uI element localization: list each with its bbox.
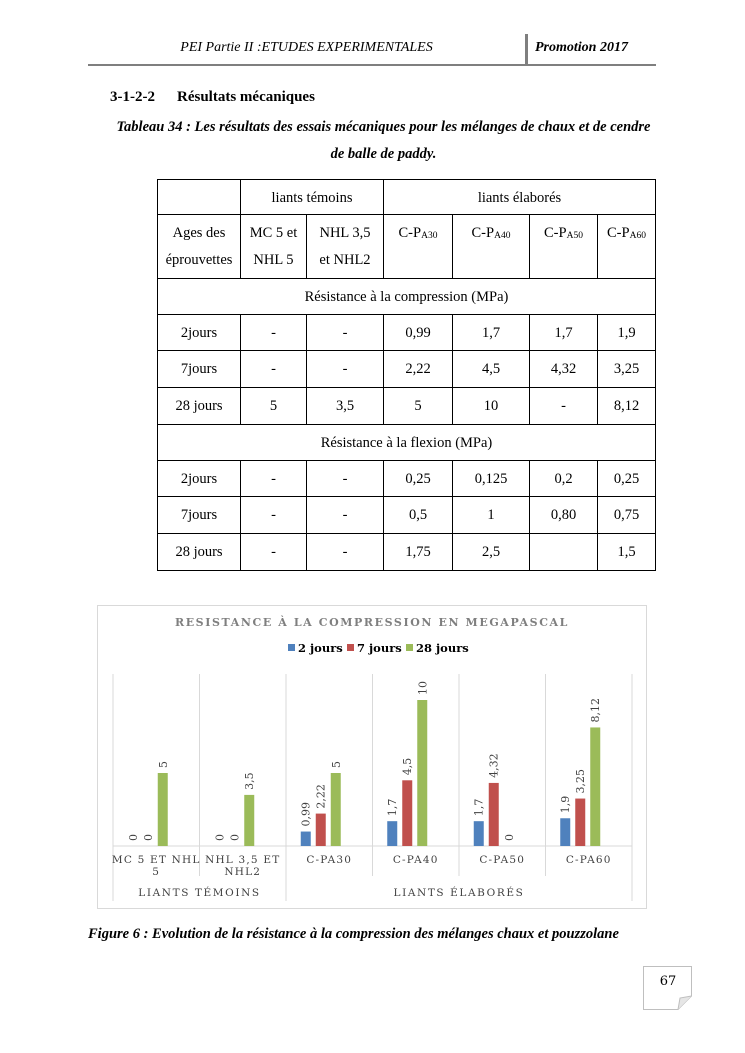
table-row [158, 180, 656, 215]
column-header-nhl35: NHL 3,5 et NHL2 [307, 215, 384, 279]
table-cell: 0,25 [598, 461, 656, 497]
section-title: Résultats mécaniques [177, 89, 315, 105]
data-label: 0,99 [299, 802, 313, 827]
category-label: C-PA50 [479, 854, 526, 866]
table-cell: 3,5 [307, 388, 384, 425]
table-cell: - [241, 461, 307, 497]
table-row [158, 388, 656, 425]
table-row [158, 215, 656, 279]
table-cell: 5 [384, 388, 453, 425]
bar-7-jours [402, 780, 412, 846]
column-header-cpa60: $C-P_{A60}$ [598, 215, 656, 279]
data-label: 2,22 [314, 784, 328, 809]
table-cell: - [241, 351, 307, 388]
header-separator [525, 34, 528, 64]
table-cell: 1,7 [453, 315, 530, 351]
group-header-elabores: liants élaborés [384, 180, 656, 215]
table-caption: Tableau 34 : Les résultats des essais mécaniques pour les mélanges de chaux et de cendre de balle de paddy. [116, 119, 651, 162]
bar-2-jours [560, 818, 570, 846]
column-header-mc5: MC 5 et NHL 5 [241, 215, 307, 279]
data-label: 3,25 [574, 769, 588, 794]
compression-section-title: Résistance à la compression (MPa) [158, 279, 656, 315]
flexion-section-title: Résistance à la flexion (MPa) [158, 425, 656, 461]
page-header [88, 34, 656, 66]
data-label: 0 [502, 834, 516, 841]
data-label: 8,12 [589, 697, 603, 723]
bar-7-jours [316, 814, 326, 846]
table-cell: 4,32 [530, 351, 598, 388]
header-title: PEI Partie II :ETUDES EXPERIMENTALES [180, 40, 433, 55]
table-cell: - [307, 351, 384, 388]
bar-28-jours [331, 773, 341, 846]
table-cell: - [307, 534, 384, 571]
table-cell: - [307, 461, 384, 497]
table-cell [158, 180, 241, 215]
table-cell: 4,5 [453, 351, 530, 388]
category-label: C-PA60 [565, 854, 612, 866]
table-cell: 1,9 [598, 315, 656, 351]
data-label: 10 [416, 681, 430, 695]
table-cell: 0,80 [530, 497, 598, 534]
figure-caption: Figure 6 : Evolution de la résistance à la compression des mélanges chaux et pouzzolane [88, 926, 619, 942]
category-label: C-PA30 [306, 854, 353, 866]
data-label: 4,5 [401, 757, 415, 776]
table-cell: 2jours [158, 315, 241, 351]
bar-2-jours [301, 832, 311, 846]
chart-legend [288, 641, 469, 655]
table-cell: 28 jours [158, 388, 241, 425]
data-label: 0 [213, 834, 227, 841]
category-label: NHL 3,5 ET NHL2 [205, 854, 281, 878]
header-promotion: Promotion 2017 [535, 40, 628, 55]
data-label: 1,9 [559, 795, 573, 814]
table-cell: 1,5 [598, 534, 656, 571]
column-header-cpa50: $C-P_{A50}$ [530, 215, 598, 279]
page-number: 67 [659, 974, 677, 989]
column-header-cpa30: $C-P_{A30}$ [384, 215, 453, 279]
table-row [158, 315, 656, 351]
data-label: 0 [126, 834, 140, 841]
legend-swatch [288, 644, 295, 651]
table-cell: 0,2 [530, 461, 598, 497]
table-cell: 3,25 [598, 351, 656, 388]
table-cell: 7jours [158, 351, 241, 388]
table-cell: 0,5 [384, 497, 453, 534]
legend-label: 2 jours [298, 641, 343, 655]
table-cell: 7jours [158, 497, 241, 534]
bar-28-jours [158, 773, 168, 846]
table-row [158, 534, 656, 571]
chart-title: RESISTANCE À LA COMPRESSION EN MEGAPASCAL [174, 616, 570, 629]
chart-svg [98, 606, 646, 908]
table-cell [530, 534, 598, 571]
data-label: 0 [228, 834, 242, 841]
category-group-label: LIANTS ÉLABORÉS [393, 887, 525, 899]
data-label: 1,7 [386, 798, 400, 817]
data-label: 3,5 [243, 772, 257, 790]
bar-7-jours [575, 799, 585, 846]
table-cell: 2,5 [453, 534, 530, 571]
table-cell: 2jours [158, 461, 241, 497]
table-cell: 1 [453, 497, 530, 534]
bar-28-jours [590, 727, 600, 846]
group-header-temoins: liants témoins [241, 180, 384, 215]
table-cell: 0,125 [453, 461, 530, 497]
table-row [158, 425, 656, 461]
legend-item-28-jours [406, 641, 469, 655]
results-table [157, 179, 656, 571]
table-cell: 2,22 [384, 351, 453, 388]
legend-item-2-jours [288, 641, 343, 655]
table-cell: 10 [453, 388, 530, 425]
legend-label: 7 jours [357, 641, 402, 655]
table-cell: - [307, 315, 384, 351]
page-number-box [643, 966, 692, 1010]
table-cell: 0,25 [384, 461, 453, 497]
table-cell: 1,7 [530, 315, 598, 351]
table-cell: - [241, 497, 307, 534]
table-row [158, 461, 656, 497]
table-row [158, 351, 656, 388]
table-row [158, 279, 656, 315]
bar-28-jours [244, 795, 254, 846]
data-label: 5 [329, 761, 343, 768]
table-cell: 0,99 [384, 315, 453, 351]
table-row [158, 497, 656, 534]
compression-chart [97, 605, 647, 909]
legend-swatch [406, 644, 413, 651]
bar-7-jours [489, 783, 499, 846]
chart-plot [112, 674, 632, 901]
legend-swatch [347, 644, 354, 651]
category-label: C-PA40 [392, 854, 439, 866]
table-cell: - [241, 534, 307, 571]
table-cell: - [530, 388, 598, 425]
legend-item-7-jours [347, 641, 402, 655]
legend-label: 28 jours [416, 641, 469, 655]
data-label: 1,7 [472, 798, 486, 817]
data-label: 4,32 [487, 753, 501, 778]
data-label: 0 [141, 834, 155, 841]
table-cell: 5 [241, 388, 307, 425]
table-cell: 28 jours [158, 534, 241, 571]
table-cell: - [307, 497, 384, 534]
bar-28-jours [417, 700, 427, 846]
section-heading [110, 89, 315, 106]
table-cell: - [241, 315, 307, 351]
bar-2-jours [387, 821, 397, 846]
category-group-label: LIANTS TÉMOINS [138, 887, 261, 899]
data-label: 5 [156, 761, 170, 768]
table-cell: 0,75 [598, 497, 656, 534]
table-cell: 8,12 [598, 388, 656, 425]
age-header: Ages des éprouvettes [158, 215, 241, 279]
section-number: 3-1-2-2 [110, 89, 155, 105]
category-label: MC 5 ET NHL 5 [111, 854, 201, 878]
table-cell: 1,75 [384, 534, 453, 571]
bar-2-jours [474, 821, 484, 846]
column-header-cpa40: $C-P_{A40}$ [453, 215, 530, 279]
